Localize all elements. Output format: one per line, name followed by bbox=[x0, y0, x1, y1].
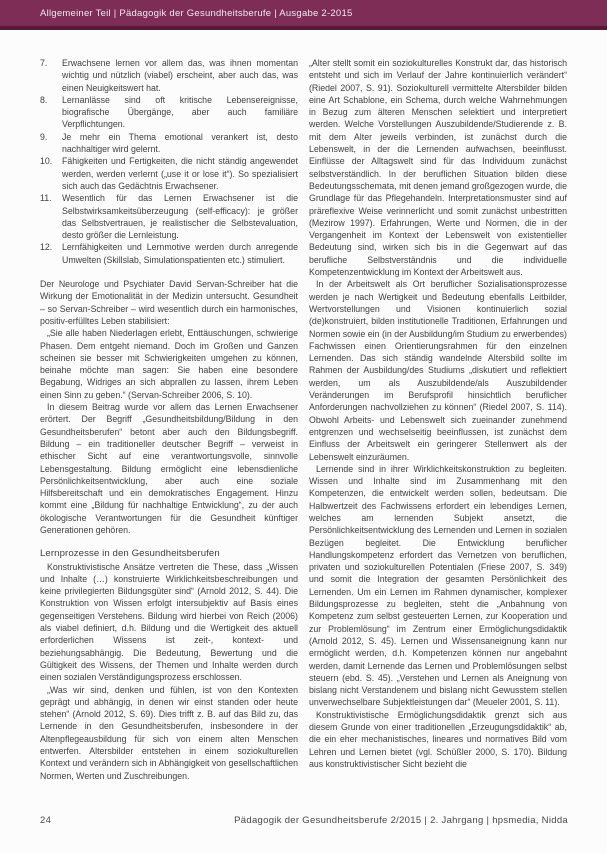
list-text: Lernanlässe sind oft kritische Lebensereignisse, biografische Übergänge, aber auch familiäre Verpflichtungen. bbox=[62, 94, 298, 130]
paragraph: Lernende sind in ihrer Wirklichkeitskonstruktion zu begleiten. Wissen und Inhalte sind im Zusammenhang mit den Kompetenzen, die entwickelt werden sollen, bedeutsam. Die Halbwertzeit des Fachwissens erfordert ein lebendiges Lernen, welches am lernenden Subjekt ansetzt, die Persönlichkeitsentwicklung des Lernenden und Lernen in sozialen Bezügen begleitet. Die Entwicklung beruflicher Handlungskompetenz erfordert das Vernetzen von beruflichen, privaten und soziokulturellen Potentialen (Friese 2007, S. 349) und somit die Integration der gesamten Persönlichkeit des Lernenden. Um ein Lernen im Rahmen dynamischer, komplexer Bildungsprozesse zu begleiten, steht die „Anbahnung von Kompetenz zum selbst gesteuerten Lernen, zur Kooperation und zur Problemlösung“ im Zentrum einer Ermöglichungsdidaktik (Arnold 2012, S. 45). Lernen und Wissensaneignung kann nur ermöglicht werden, d.h. Kompetenzen können nur angebahnt werden, damit Lernende das Lernen und Problemlösungen selbst steuern (ebd. S. 45). „Verstehen und Lernen als Aneignung von bislang nicht Verstandenem und bislang nicht Gewusstem stellen unverwechselbare Subjektleistungen dar“ (Meueler 2001, S. 11). bbox=[309, 463, 567, 708]
list-text: Wesentlich für das Lernen Erwachsener ist die Selbstwirksamkeitsüberzeugung (self-efficacy): je größer das Selbstvertrauen, je realistischer die Selbstevaluation, desto größer die Lernleistung. bbox=[62, 193, 298, 241]
paragraph: „Sie alle haben Niederlagen erlebt, Enttäuschungen, schwierige Phasen. Dem entgeht niemand. Doch im Großen und Ganzen scheinen sie besser mit Schwierigkeiten umgehen zu können, beinahe möchte man sagen: Sie haben eine besondere Begabung, Widriges an sich abprallen zu lassen, ihrem Leben einen Sinn zu geben.“ (Servan-Schreiber 2006, S. 10). bbox=[40, 328, 298, 400]
page-content bbox=[40, 57, 568, 807]
list-text: Lernfähigkeiten und Lernmotive werden durch anregende Umwelten (Skillslab, Simulationspatienten etc.) stimuliert. bbox=[62, 242, 298, 265]
left-column bbox=[40, 57, 298, 807]
page-number: 24 bbox=[40, 815, 52, 826]
paragraph: In diesem Beitrag wurde vor allem das Lernen Erwachsener erörtert. Der Begriff „Gesundheitsbildung/Bildung in den Gesundheitsberufen“ betont aber auch den Bildungsbegriff. Bildung – ein traditioneller deutscher Begriff – verweist in ethischer Sicht auf eine verantwortungsvolle, sinnvolle Lebensgestaltung. Bildung ermöglicht eine lebensdienliche Persönlichkeitsentwicklung, aber auch eine soziale Hilfsbereitschaft und ein demokratisches Engagement. Hinzu kommt eine „Bildung für nachhaltige Entwicklung“, zu der auch ökologische Verantwortungen für die Gesundheit künftiger Generationen gehören. bbox=[40, 402, 298, 535]
paragraph: „Alter stellt somit ein soziokulturelles Konstrukt dar, das historisch entsteht und sich im Verlauf der Jahre kontinuierlich verändert“ (Riedel 2007, S. 91). Soziokulturell vermittelte Altersbilder bilden eine Art Schablone, ein Schema, durch welche Wahrnehmungen in Bezug zum älteren Menschen selektiert und interpretiert werden. Welche Vorstellungen Auszubildende/Studierende z. B. mit dem Alter jeweils verbinden, ist zunächst durch die Lebenswelt, in der die Lernenden aufwachsen, beeinflusst. Einflüsse der Alltagswelt sind für das Individuum zunächst selbstverständlich. In der beruflichen Situation bilden diese Bedeutungsschemata, mit denen jemand großgezogen wurde, die Grundlage für das Pflegehandeln. Interpretationsmuster sind auf präreflexive Weise verinnerlicht und somit zunächst unbestritten (Mezirow 1997). Erfahrungen, Werte und Normen, die in der Vergangenheit im Kontext der Lebenswelt von existentieller Bedeutung sind, wirken sich bis in die Gegenwart auf das berufliche Selbstverständnis und die individuelle Kompetenzentwicklung im Kontext der Arbeitswelt aus. bbox=[309, 58, 567, 278]
footer bbox=[40, 815, 568, 826]
right-column bbox=[309, 57, 567, 807]
paragraph: Konstruktivistische Ermöglichungsdidaktik grenzt sich aus diesem Grunde von einer traditionellen „Erzeugungsdidaktik“ ab, die ein eher mechanistisches, lineares und normatives Bild vom Lehren und Lernen bietet (vgl. Schüßler 2000, S. 170). Bildung aus konstruktivistischer Sicht bezieht die bbox=[309, 709, 567, 769]
journal-line: Pädagogik der Gesundheitsberufe 2/2015 | 2. Jahrgang | hpsmedia, Nidda bbox=[234, 815, 568, 826]
list-number: 7. bbox=[40, 58, 48, 68]
list-item bbox=[40, 131, 298, 156]
list-number: 12. bbox=[40, 242, 53, 253]
paragraph: „Was wir sind, denken und fühlen, ist von den Kontexten geprägt und abhängig, in denen wir einst standen oder heute stehen“ (Arnold 2012, S. 69). Dies trifft z. B. auf das Bild zu, das Lernende in den Gesundheitsberufen, insbesondere in der Altenpflegeausbildung für sich von einem alten Menschen entwerfen. Altersbilder entstehen in einem soziokulturellen Kontext und verändern sich in Abhängigkeit von gesellschaftlichen Normen, Werten und Zuschreibungen. bbox=[40, 684, 298, 781]
list-number: 11. bbox=[40, 193, 52, 204]
list-item bbox=[40, 94, 298, 131]
breadcrumb: Allgemeiner Teil | Pädagogik der Gesundheitsberufe | Ausgabe 2-2015 bbox=[40, 7, 353, 19]
header-bar bbox=[0, 0, 607, 30]
paragraph: Der Neurologe und Psychiater David Servan-Schreiber hat die Wirkung der Emotionalität in der Medizin untersucht. Gesundheit – so Servan-Schreiber – wird wesentlich durch ein harmonisches, positiv-erfülltes Leben stabilisiert: bbox=[40, 279, 298, 326]
list-item bbox=[40, 241, 298, 266]
spacer bbox=[40, 266, 298, 278]
list-number: 8. bbox=[40, 94, 48, 105]
list-number: 10. bbox=[40, 156, 53, 167]
list-text: Fähigkeiten und Fertigkeiten, die nicht ständig angewendet werden, werden verlernt („use it or lose it“). So spezialisiert sich auch das Gedächtnis Erwachsener. bbox=[62, 156, 298, 191]
paragraph: In der Arbeitswelt als Ort beruflicher Sozialisationsprozesse werden je nach Wertigkeit und Bedeutung ebenfalls Leitbilder, Wertvorstellungen und Visionen kontinuierlich sozial (de)konstruiert, bilden institutionelle Traditionen, Erfahrungen und Normen sowie ein (in der Ausbildung/im Studium zu erwerbendes) Fachwissen einen Orientierungsrahmen für den einzelnen Lernenden. Das sich ständig wandelnde Altersbild sollte im Rahmen der Ausbildung/des Studiums „diskutiert und reflektiert werden, um als Auszubildende/als Auszubildender Veränderungen im Berufsprofil hinsichtlich beruflicher Anforderungen nachvollziehen zu können“ (Riedel 2007, S. 114). Obwohl Arbeits- und Lebenswelt sich zueinander zunehmend entgrenzen und wechselseitig beeinflussen, ist zunächst dem Einfluss der Arbeitswelt ein geringerer Stellenwert als der Lebenswelt einzuräumen. bbox=[309, 279, 567, 462]
section-heading: Lernprozesse in den Gesundheitsberufen bbox=[40, 548, 220, 560]
paragraph: Konstruktivistische Ansätze vertreten die These, dass „Wissen und Inhalte (…) konstruierte Wirklichkeitsbeschreibungen und keine privilegierten Bildungsgüter sind“ (Arnold 2012, S. 44). Die Konstruktion von Wissen erfolgt intersubjektiv auf Basis eines gegenseitigen Verstehens. Bildung wird hierbei von Reich (2006) als viabel definiert, d.h. Bildung und die Wertigkeit des aktuell erforderlichen Wissens ist zeit-, kontext- und beziehungsabhängig. Die Bedeutung, Bewertung und die Gültigkeit des Wissens, der Themen und Inhalte werden durch einen sozialen Verständigungsprozess erschlossen. bbox=[40, 561, 298, 683]
list-text: Erwachsene lernen vor allem das, was ihnen momentan wichtig und nützlich (viabel) erscheint, aber auch das, was einen Neuigkeitswert hat. bbox=[62, 58, 298, 93]
list-item bbox=[40, 155, 298, 192]
list-item bbox=[40, 57, 298, 94]
list-text: Je mehr ein Thema emotional verankert ist, desto nachhaltiger wird gelernt. bbox=[62, 131, 298, 155]
list-item bbox=[40, 192, 298, 241]
list-number: 9. bbox=[40, 131, 48, 142]
